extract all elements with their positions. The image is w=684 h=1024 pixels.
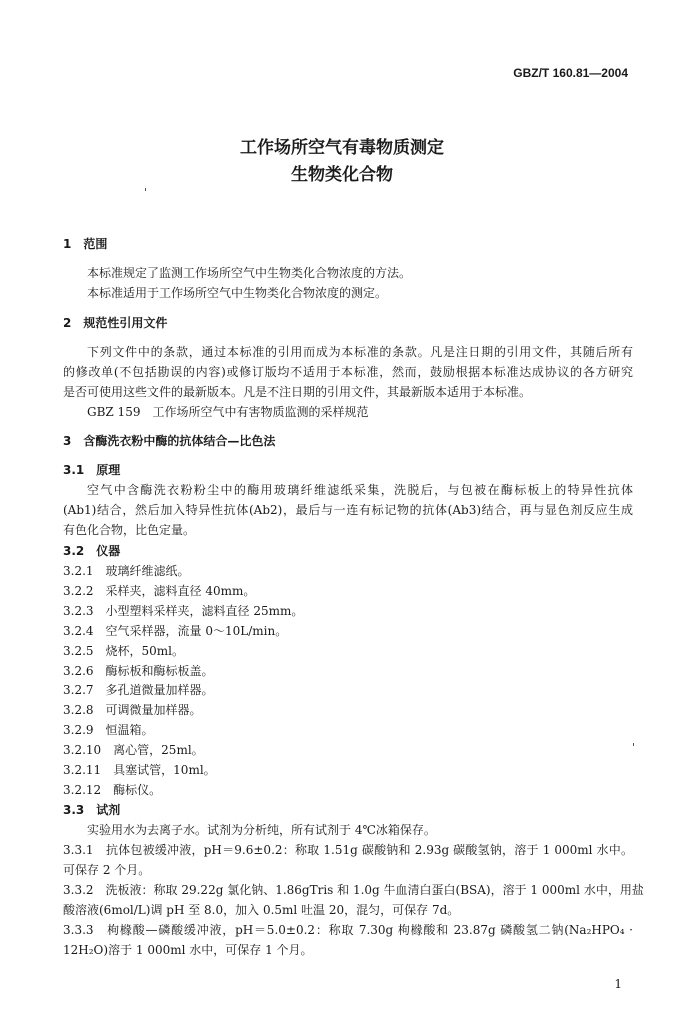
reagent-3-3-1-line-1: 3.3.1 抗体包被缓冲液，pH＝9.6±0.2：称取 1.51g 碳酸钠和 2.93g 碳酸氢钠，溶于 1 000ml 水中。 — [63, 843, 633, 857]
reagent-3-3-1-line-2: 可保存 2 个月。 — [63, 863, 151, 877]
section-3-2-heading: 3.2 仪器 — [63, 544, 121, 558]
section-2-line-3: 是否可使用这些文件的最新版本。凡是不注日期的引用文件，其最新版本适用于本标准。 — [63, 385, 532, 399]
reagent-3-3-3-line-1: 3.3.3 枸橼酸—磷酸缓冲液，pH＝5.0±0.2：称取 7.30g 枸橼酸和 23.87g 磷酸氢二钠(Na₂HPO₄ · — [63, 923, 633, 937]
page-number: 1 — [614, 977, 622, 991]
instrument-item: 3.2.6 酶标板和酶标板盖。 — [63, 664, 214, 678]
principle-line-2: (Ab1)结合，然后加入特异性抗体(Ab2)，最后与一连有标记物的抗体(Ab3)结合，再与显色剂反应生成 — [63, 503, 633, 517]
principle-line-1: 空气中含酶洗衣粉粉尘中的酶用玻璃纤维滤纸采集，洗脱后，与包被在酶标板上的特异性抗体 — [87, 483, 633, 497]
section-3-3-heading: 3.3 试剂 — [63, 803, 121, 817]
document-title-line2: 生物类化合物 — [291, 165, 393, 185]
reagent-3-3-3-line-2: 12H₂O)溶于 1 000ml 水中，可保存 1 个月。 — [63, 943, 313, 957]
instrument-item: 3.2.9 恒温箱。 — [63, 723, 154, 737]
section-2-heading: 2 规范性引用文件 — [63, 316, 168, 330]
standard-code: GBZ/T 160.81—2004 — [513, 66, 628, 80]
instrument-item: 3.2.2 采样夹，滤料直径 40mm。 — [63, 584, 256, 598]
instrument-item: 3.2.11 具塞试管，10ml。 — [63, 763, 216, 777]
scan-speck: ' — [144, 186, 148, 199]
reference-gbz159: GBZ 159 工作场所空气中有害物质监测的采样规范 — [87, 405, 369, 419]
reagent-intro: 实验用水为去离子水。试剂为分析纯，所有试剂于 4℃冰箱保存。 — [87, 823, 436, 837]
reagent-3-3-2-line-2: 酸溶液(6mol/L)调 pH 至 8.0，加入 0.5ml 吐温 20，混匀，可保存 7d。 — [63, 903, 460, 917]
instrument-item: 3.2.1 玻璃纤维滤纸。 — [63, 564, 190, 578]
section-1-paragraph-1: 本标准规定了监测工作场所空气中生物类化合物浓度的方法。 — [87, 266, 412, 280]
instrument-item: 3.2.5 烧杯，50ml。 — [63, 644, 185, 658]
section-2-line-1: 下列文件中的条款，通过本标准的引用而成为本标准的条款。凡是注日期的引用文件，其随后所有 — [87, 345, 633, 359]
instrument-item: 3.2.8 可调微量加样器。 — [63, 703, 202, 717]
section-2-line-2: 的修改单(不包括勘误的内容)或修订版均不适用于本标准，然而，鼓励根据本标准达成协议的各方研究 — [63, 365, 633, 379]
section-3-heading: 3 含酶洗衣粉中酶的抗体结合—比色法 — [63, 434, 276, 448]
reagent-3-3-2-line-1: 3.3.2 洗板液：称取 29.22g 氯化钠、1.86gTris 和 1.0g 牛血清白蛋白(BSA)，溶于 1 000ml 水中，用盐 — [63, 883, 644, 897]
section-3-1-heading: 3.1 原理 — [63, 463, 121, 477]
section-1-paragraph-2: 本标准适用于工作场所空气中生物类化合物浓度的测定。 — [87, 286, 388, 300]
instrument-item: 3.2.10 离心管，25ml。 — [63, 743, 204, 757]
instrument-item: 3.2.4 空气采样器，流量 0～10L/min。 — [63, 624, 288, 638]
principle-line-3: 有色化合物，比色定量。 — [63, 523, 196, 537]
instrument-item: 3.2.12 酶标仪。 — [63, 783, 162, 797]
instrument-item: 3.2.7 多孔道微量加样器。 — [63, 683, 214, 697]
scan-speck: ' — [632, 741, 636, 754]
document-title-line1: 工作场所空气有毒物质测定 — [240, 138, 444, 158]
instrument-item: 3.2.3 小型塑料采样夹，滤料直径 25mm。 — [63, 604, 304, 618]
section-1-heading: 1 范围 — [63, 237, 108, 251]
